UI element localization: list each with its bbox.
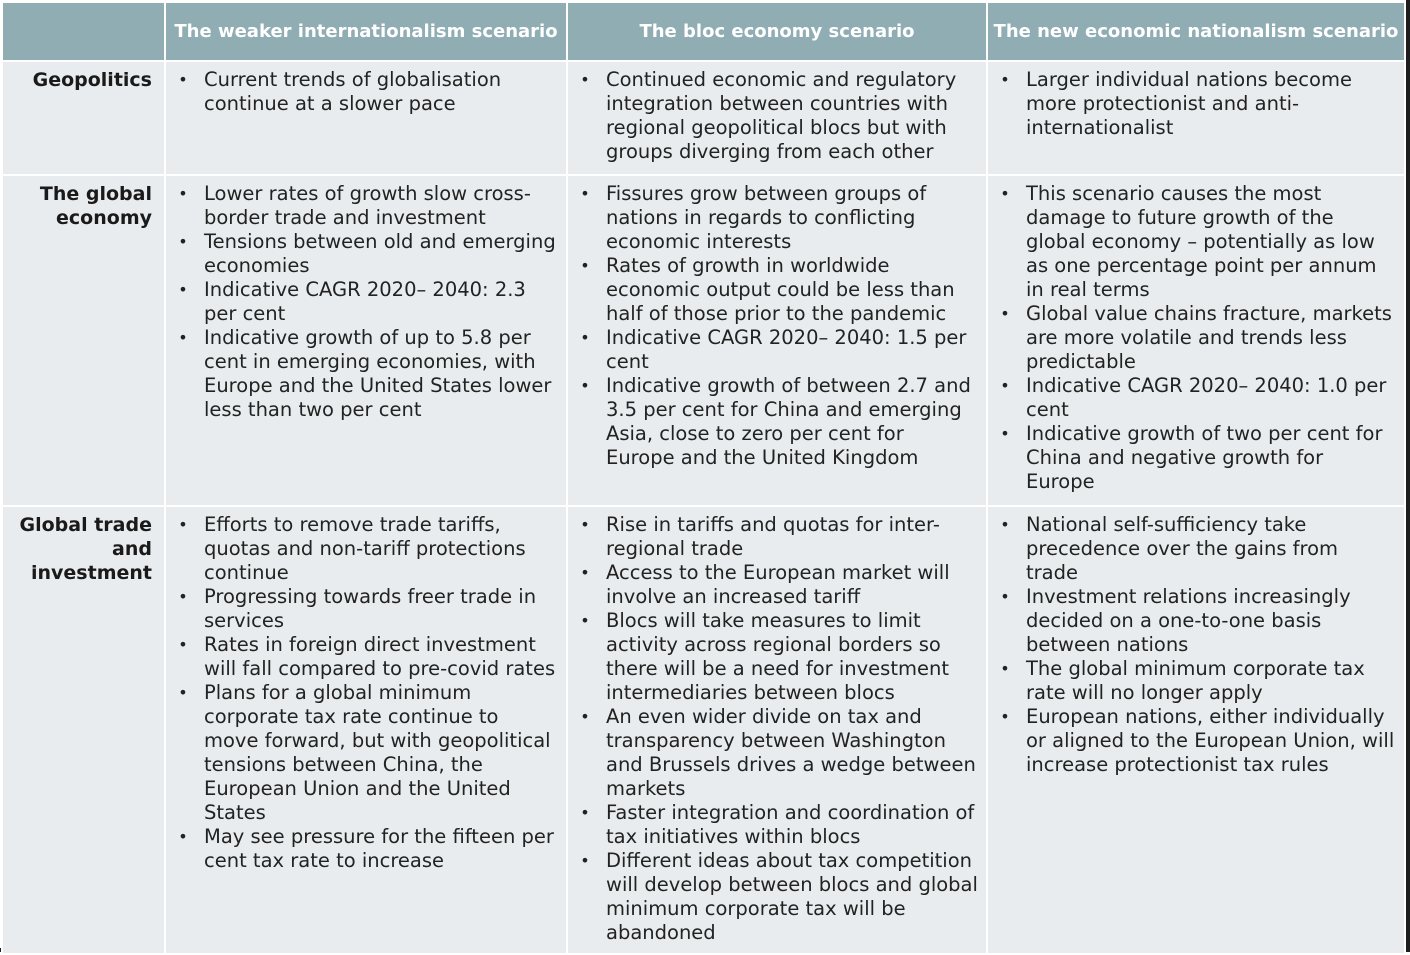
bullet-item: • The global minimum corporate tax rate will no longer apply xyxy=(998,657,1396,705)
bullet-item: • Rise in tariffs and quotas for inter-regional trade xyxy=(578,513,978,561)
header-bloc-economy: The bloc economy scenario xyxy=(568,3,986,60)
table-cell xyxy=(568,62,986,174)
scenario-comparison-table xyxy=(1,1,1406,955)
bullet-item: • Rates in foreign direct investment will fall compared to pre-covid rates xyxy=(176,633,558,681)
bullet-item: • Larger individual nations become more protectionist and anti-internationalist xyxy=(998,68,1396,140)
bullet-list xyxy=(568,62,986,170)
bullet-item: • Efforts to remove trade tariffs, quotas and non-tariff protections continue xyxy=(176,513,558,585)
bullet-item: • Global value chains fracture, markets are more volatile and trends less predictable xyxy=(998,302,1396,374)
bullet-item: • Progressing towards freer trade in services xyxy=(176,585,558,633)
bullet-item: • May see pressure for the fifteen per cent tax rate to increase xyxy=(176,825,558,873)
bullet-list xyxy=(166,176,566,428)
bullet-list xyxy=(166,62,566,122)
bullet-item: • Access to the European market will involve an increased tariff xyxy=(578,561,978,609)
table-row xyxy=(3,507,1404,953)
header-row xyxy=(3,3,1404,60)
table-cell xyxy=(568,176,986,505)
bullet-list xyxy=(988,176,1404,500)
bullet-item: • Blocs will take measures to limit activity across regional borders so there will be a need for investment intermediaries between blocs xyxy=(578,609,978,705)
table-row xyxy=(3,176,1404,505)
bullet-list xyxy=(568,507,986,951)
table-cell xyxy=(568,507,986,953)
bullet-item: • This scenario causes the most damage to future growth of the global economy – potentially as low as one percentage point per annum in real terms xyxy=(998,182,1396,302)
row-label-geopolitics: Geopolitics xyxy=(3,62,164,174)
bullet-item: • Indicative growth of between 2.7 and 3.5 per cent for China and emerging Asia, close to zero per cent for Europe and the United Kingdom xyxy=(578,374,978,470)
table-row xyxy=(3,62,1404,174)
row-label-global-trade-investment: Global trade and investment xyxy=(3,507,164,953)
bullet-list xyxy=(166,507,566,879)
bullet-item: • Lower rates of growth slow cross-border trade and investment xyxy=(176,182,558,230)
header-weaker-internationalism: The weaker internationalism scenario xyxy=(166,3,566,60)
bullet-item: • Fissures grow between groups of nations in regards to conflicting economic interests xyxy=(578,182,978,254)
bullet-item: • Current trends of globalisation continue at a slower pace xyxy=(176,68,558,116)
bullet-item: • National self-sufficiency take precedence over the gains from trade xyxy=(998,513,1396,585)
bullet-item: • Continued economic and regulatory integration between countries with regional geopolitical blocs but with groups diverging from each other xyxy=(578,68,978,164)
bullet-item: • Indicative CAGR 2020– 2040: 1.5 per cent xyxy=(578,326,978,374)
bullet-item: • Indicative CAGR 2020– 2040: 2.3 per cent xyxy=(176,278,558,326)
bullet-item: • Indicative growth of two per cent for China and negative growth for Europe xyxy=(998,422,1396,494)
bullet-item: • An even wider divide on tax and transparency between Washington and Brussels drives a wedge between markets xyxy=(578,705,978,801)
table-cell xyxy=(988,507,1404,953)
bullet-list xyxy=(568,176,986,476)
header-corner-cell xyxy=(3,3,164,60)
table-cell xyxy=(166,62,566,174)
bullet-item: • Different ideas about tax competition will develop between blocs and global minimum corporate tax will be abandoned xyxy=(578,849,978,945)
bullet-item: • Tensions between old and emerging economies xyxy=(176,230,558,278)
bullet-item: • Faster integration and coordination of tax initiatives within blocs xyxy=(578,801,978,849)
bullet-item: • Investment relations increasingly decided on a one-to-one basis between nations xyxy=(998,585,1396,657)
table-cell xyxy=(988,176,1404,505)
row-label-global-economy: The global economy xyxy=(3,176,164,505)
header-new-economic-nationalism: The new economic nationalism scenario xyxy=(988,3,1404,60)
table-cell xyxy=(166,507,566,953)
table-cell xyxy=(166,176,566,505)
bullet-list xyxy=(988,507,1404,783)
bullet-item: • Indicative CAGR 2020– 2040: 1.0 per cent xyxy=(998,374,1396,422)
bullet-item: • Indicative growth of up to 5.8 per cent in emerging economies, with Europe and the United States lower less than two per cent xyxy=(176,326,558,422)
bullet-list xyxy=(988,62,1404,146)
table-cell xyxy=(988,62,1404,174)
bullet-item: • Rates of growth in worldwide economic output could be less than half of those prior to the pandemic xyxy=(578,254,978,326)
bullet-item: • European nations, either individually or aligned to the European Union, will increase protectionist tax rules xyxy=(998,705,1396,777)
bullet-item: • Plans for a global minimum corporate tax rate continue to move forward, but with geopolitical tensions between China, the European Union and the United States xyxy=(176,681,558,825)
